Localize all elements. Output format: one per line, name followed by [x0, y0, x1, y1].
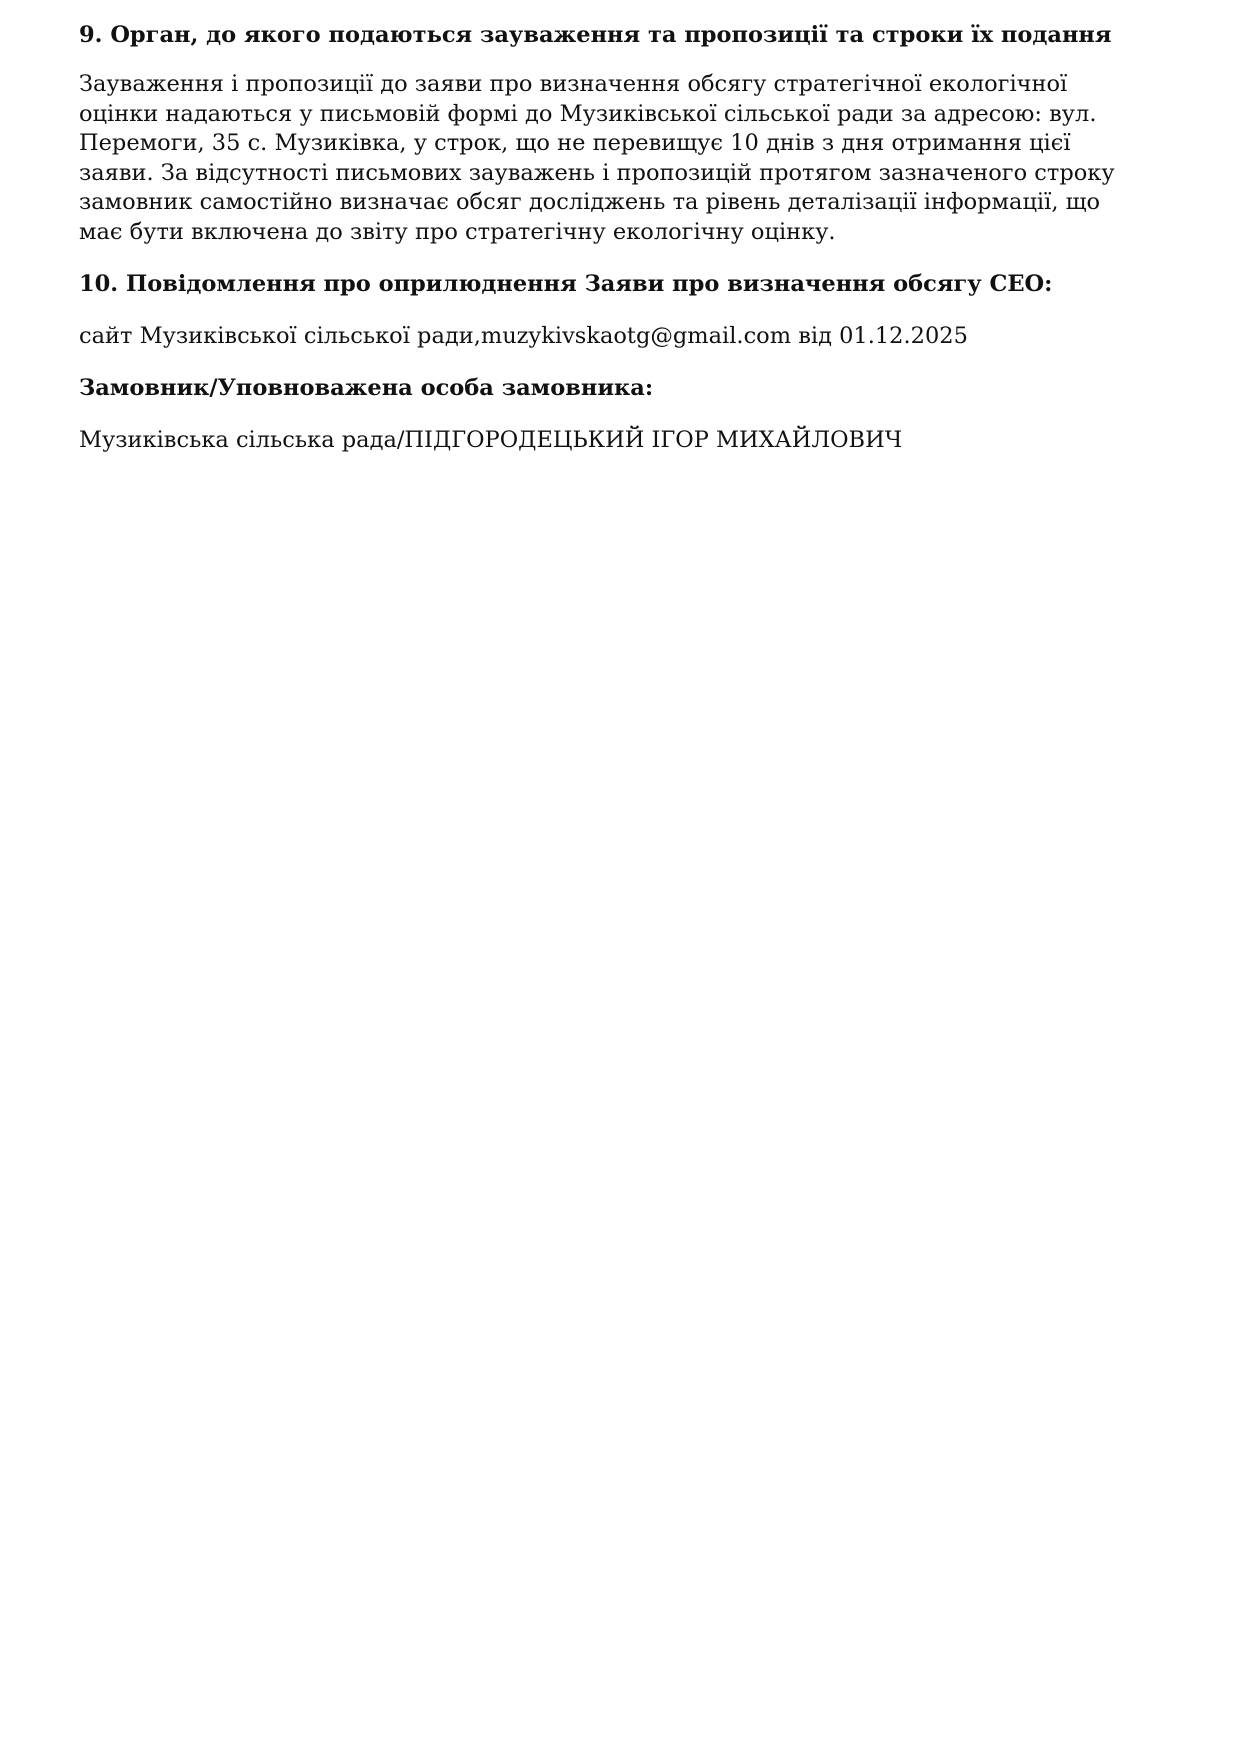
paragraph-line: заяви. За відсутності письмових зауважень і пропозицій протягом зазначеного строку [79, 159, 1115, 186]
paragraph-line: Перемоги, 35 с. Музиківка, у строк, що не перевищує 10 днів з дня отримання цієї [79, 130, 1071, 156]
paragraph-line: оцінки надаються у письмовій формі до Музиківської сільської ради за адресою: вул. [79, 100, 1097, 127]
customer-text: Музиківська сільська рада/ПІДГОРОДЕЦЬКИЙ ІГОР МИХАЙЛОВИЧ [79, 427, 903, 453]
paragraph-line: Зауваження і пропозиції до заяви про визначення обсягу стратегічної екологічної [79, 71, 1068, 97]
publication-notice-text: сайт Музиківської сільської ради,muzykivskaotg@gmail.com від 01.12.2025 [79, 323, 968, 349]
paragraph-line: замовник самостійно визначає обсяг досліджень та рівень деталізації інформації, що [79, 189, 1101, 215]
section-9-paragraph [79, 70, 1169, 247]
section-10-heading: 10. Повідомлення про оприлюднення Заяви про визначення обсягу СЕО: [79, 271, 1053, 297]
paragraph-line: має бути включена до звіту про стратегічну екологічну оцінку. [79, 218, 836, 245]
document-page [79, 20, 1169, 455]
customer-heading: Замовник/Уповноважена особа замовника: [79, 375, 654, 401]
section-9-heading: 9. Орган, до якого подаються зауваження та пропозиції та строки їх подання [79, 22, 1112, 48]
